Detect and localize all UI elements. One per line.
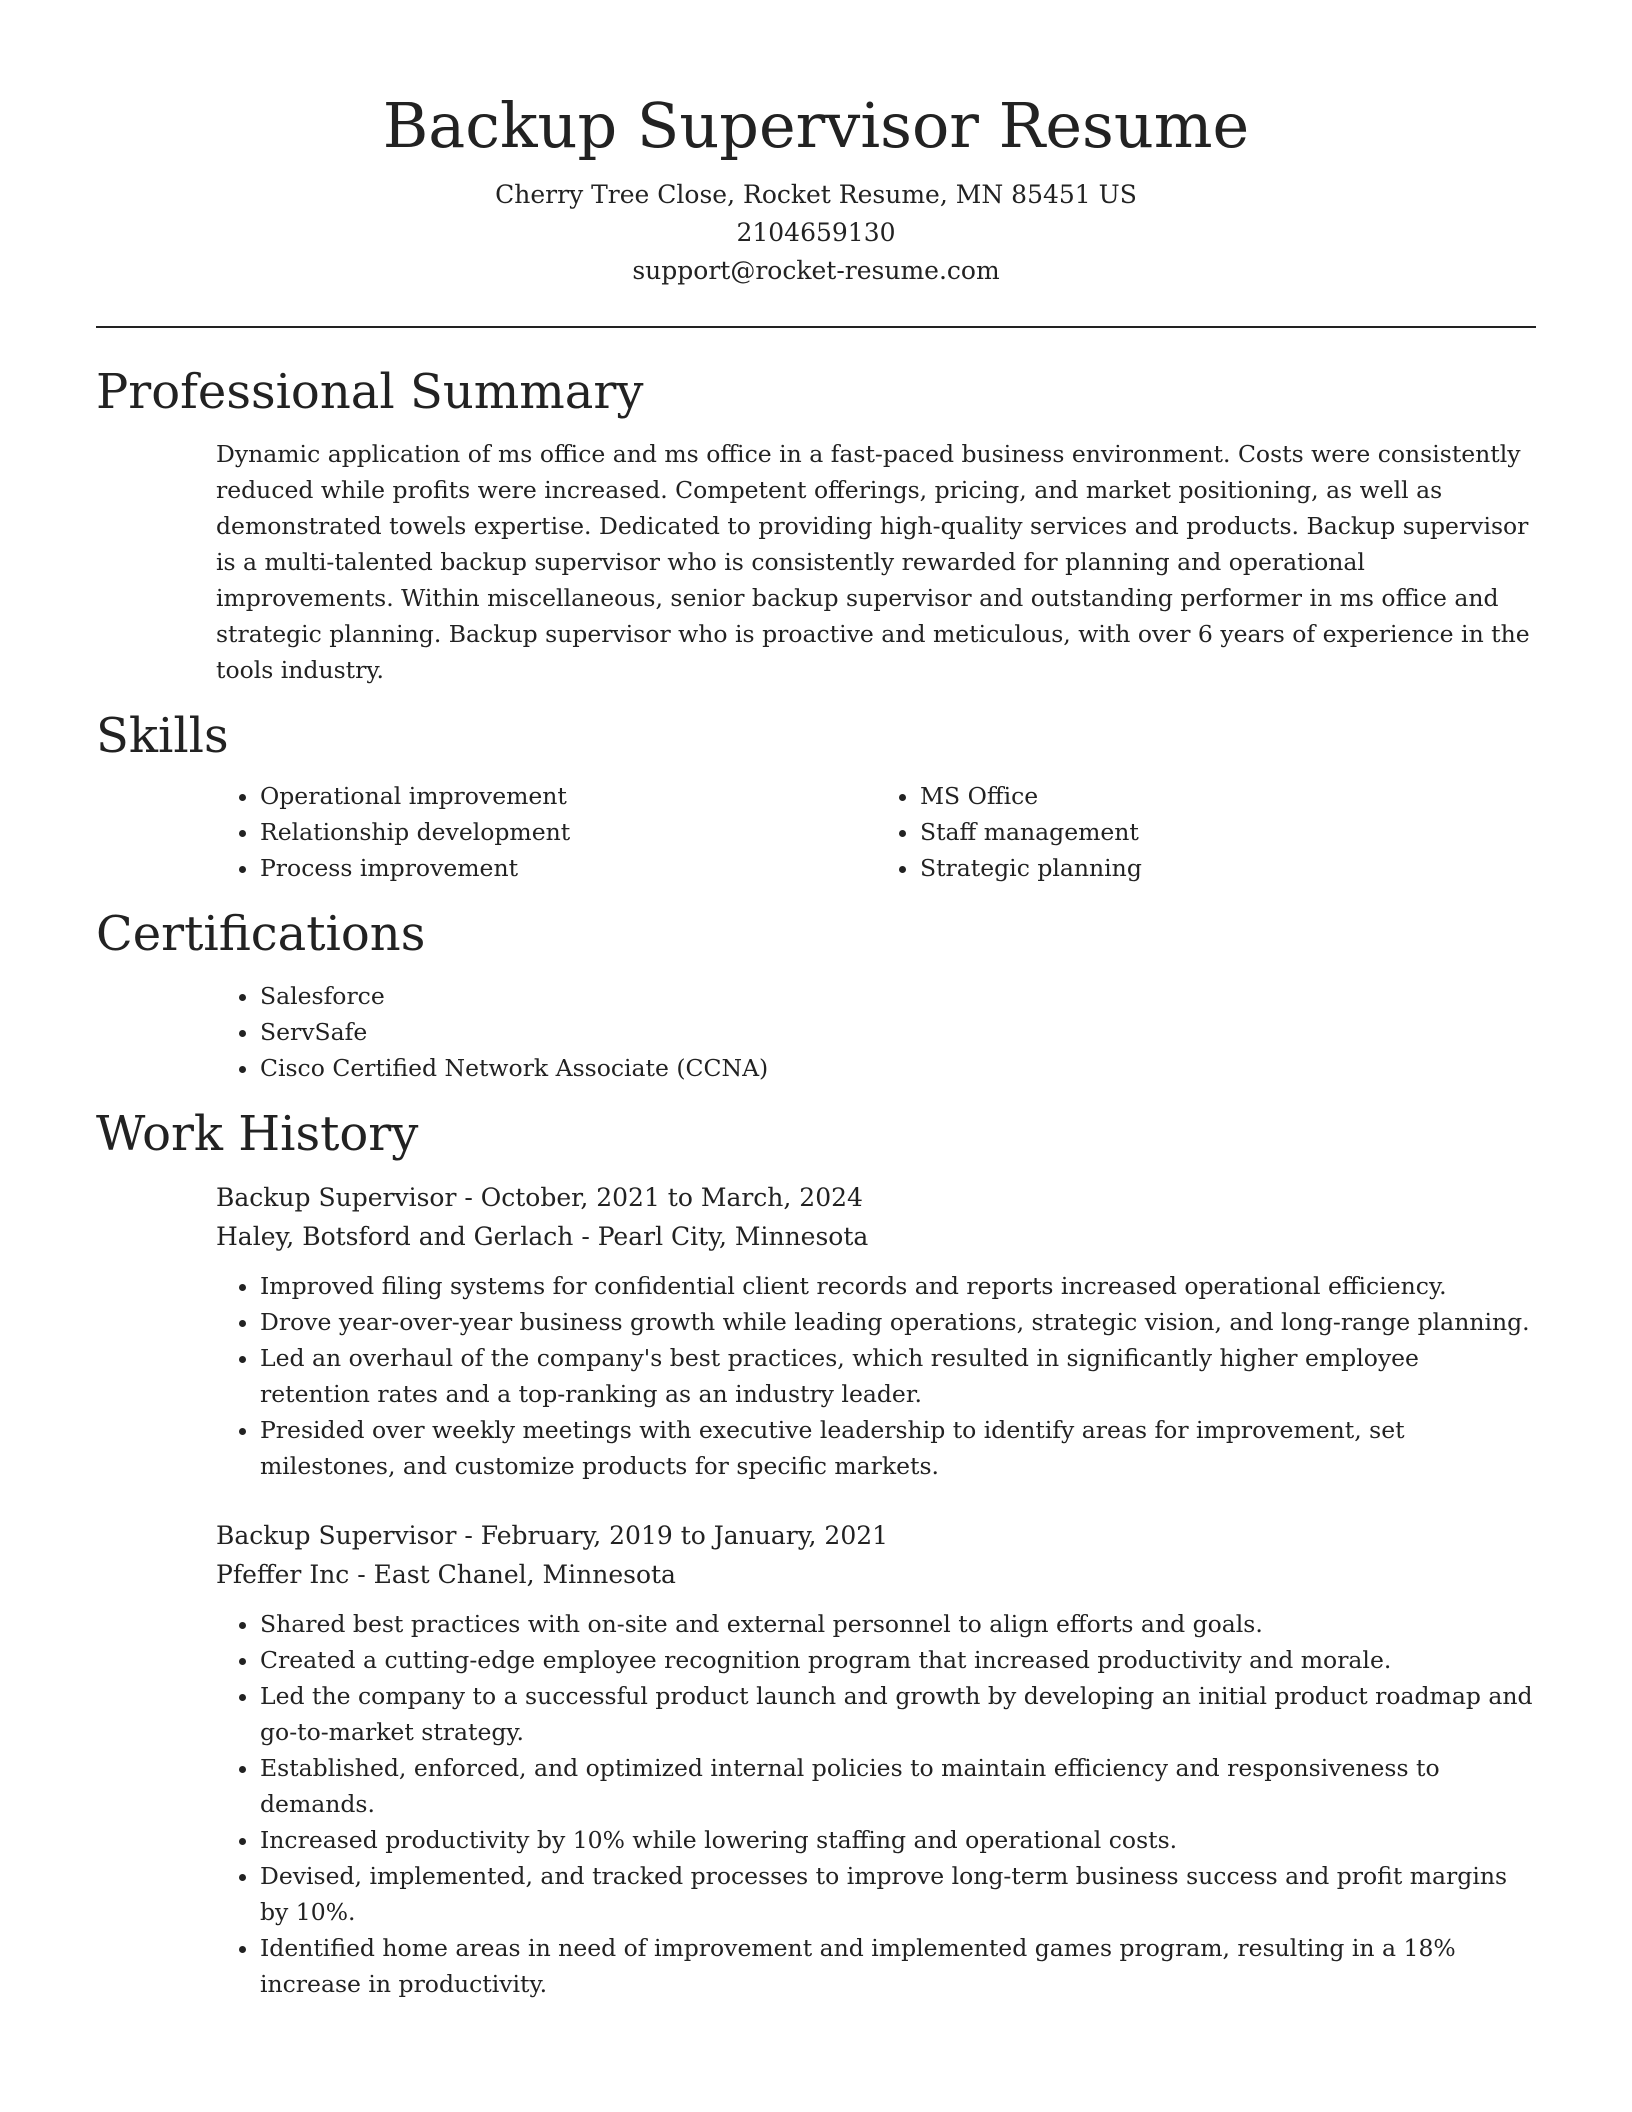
resume-header: [96, 0, 1536, 290]
header-divider: [96, 326, 1536, 328]
contact-address: Cherry Tree Close, Rocket Resume, MN 85451 US: [495, 180, 1137, 209]
skill-item: • Process improvement: [260, 850, 876, 886]
job-bullet: • Improved filing systems for confidential client records and reports increased operational efficiency.: [260, 1268, 1536, 1304]
job-bullets: [216, 1268, 1536, 1484]
summary-section: [96, 362, 1536, 688]
job-bullet: • Increased productivity by 10% while lowering staffing and operational costs.: [260, 1822, 1536, 1858]
skills-heading: Skills: [96, 708, 229, 764]
job-bullet: • Established, enforced, and optimized internal policies to maintain efficiency and responsiveness to demands.: [260, 1750, 1536, 1822]
certification-item: • Cisco Certified Network Associate (CCNA): [260, 1050, 1536, 1086]
resume-title: Backup Supervisor Resume: [382, 89, 1250, 162]
job-bullet: • Devised, implemented, and tracked processes to improve long-term business success and profit margins by 10%.: [260, 1858, 1536, 1930]
resume-page: [96, 0, 1536, 2002]
skills-column-left: [216, 778, 876, 886]
job-bullet: • Led an overhaul of the company's best practices, which resulted in significantly higher employee retention rates and a top-ranking as an industry leader.: [260, 1340, 1536, 1412]
skill-item: • Operational improvement: [260, 778, 876, 814]
job-bullets: [216, 1606, 1536, 2002]
summary-text: Dynamic application of ms office and ms office in a fast-paced business environment. Costs were consistently reduced while profits were increased. Competent offerings, pricing, and market positioning, as well as demonstrated towels expertise. Dedicated to providing high-quality services and products. Backup supervisor is a multi-talented backup supervisor who is consistently rewarded for planning and operational improvements. Within miscellaneous, senior backup supervisor and outstanding performer in ms office and strategic planning. Backup supervisor who is proactive and meticulous, with over 6 years of experience in the tools industry.: [216, 440, 1530, 684]
job-company: Pfeffer Inc - East Chanel, Minnesota: [216, 1560, 676, 1589]
job-entry: [216, 1178, 1536, 1484]
certification-item: • ServSafe: [260, 1014, 1536, 1050]
contact-info: [96, 176, 1536, 290]
certifications-heading: Certifications: [96, 906, 426, 962]
summary-heading: Professional Summary: [96, 364, 644, 420]
contact-email: support@rocket-resume.com: [632, 256, 1000, 285]
skill-item: • MS Office: [920, 778, 1536, 814]
job-bullet: • Led the company to a successful product launch and growth by developing an initial product roadmap and go-to-market strategy.: [260, 1678, 1536, 1750]
skill-item: • Relationship development: [260, 814, 876, 850]
skill-item: • Strategic planning: [920, 850, 1536, 886]
job-title: Backup Supervisor - February, 2019 to January, 2021: [216, 1521, 889, 1550]
job-bullet: • Identified home areas in need of improvement and implemented games program, resulting in a 18% increase in productivity.: [260, 1930, 1536, 2002]
certifications-ul: [216, 978, 1536, 1086]
job-bullet: • Created a cutting-edge employee recognition program that increased productivity and morale.: [260, 1642, 1536, 1678]
job-company: Haley, Botsford and Gerlach - Pearl City, Minnesota: [216, 1222, 869, 1251]
certifications-list: [216, 978, 1536, 1086]
job-title: Backup Supervisor - October, 2021 to March, 2024: [216, 1183, 863, 1212]
skill-item: • Staff management: [920, 814, 1536, 850]
certifications-section: [96, 904, 1536, 1086]
work-history-heading: Work History: [96, 1106, 419, 1162]
skills-column-right: [876, 778, 1536, 886]
skills-list: [216, 778, 1536, 886]
skills-section: [96, 706, 1536, 886]
job-entry: [216, 1516, 1536, 2002]
job-bullet: • Presided over weekly meetings with executive leadership to identify areas for improvement, set milestones, and customize products for specific markets.: [260, 1412, 1536, 1484]
contact-phone: 2104659130: [736, 218, 896, 247]
work-history-section: [96, 1104, 1536, 2002]
job-bullet: • Shared best practices with on-site and external personnel to align efforts and goals.: [260, 1606, 1536, 1642]
job-bullet: • Drove year-over-year business growth while leading operations, strategic vision, and long-range planning.: [260, 1304, 1536, 1340]
certification-item: • Salesforce: [260, 978, 1536, 1014]
